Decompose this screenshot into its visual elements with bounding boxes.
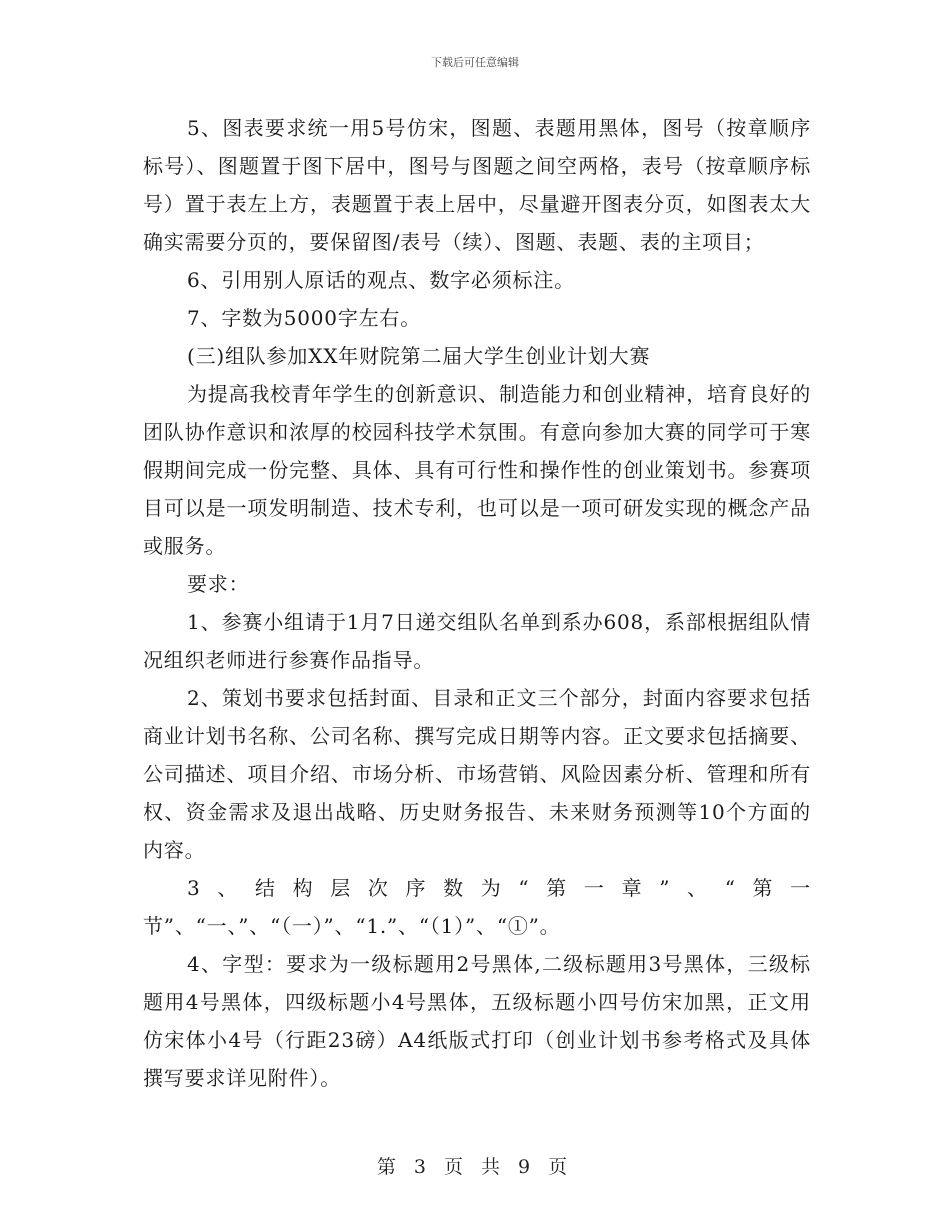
page-number-footer: 第 3 页 共 9 页 <box>376 1156 574 1178</box>
paragraph-item-7-word-count: 7、字数为5000字左右。 <box>187 306 422 330</box>
requirements-label: 要求： <box>187 572 250 596</box>
paragraph-requirement-2: 2、策划书要求包括封面、目录和正文三个部分，封面内容要求包括商业计划书名称、公司名称、撰写完成日期等内容。正文要求包括摘要、公司描述、项目介绍、市场分析、市场营销、风险因素分析、管理和所有权、资金需求及退出战略、历史财务报告、未来财务预测等10个方面的内容。 <box>143 686 811 862</box>
paragraph-requirement-4: 4、字型：要求为一级标题用2号黑体,二级标题用3号黑体，三级标题用4号黑体，四级标题小4号黑体，五级标题小四号仿宋加黑，正文用仿宋体小4号（行距23磅）A4纸版式打印（创业计划书参考格式及具体撰写要求详见附件）。 <box>143 952 811 1090</box>
section-heading-competition: (三)组队参加XX年财院第二届大学生创业计划大赛 <box>187 344 651 368</box>
paragraph-item-5-charts: 5、图表要求统一用5号仿宋，图题、表题用黑体，图号（按章顺序标号）、图题置于图下居中，图号与图题之间空两格，表号（按章顺序标号）置于表左上方，表题置于表上居中，尽量避开图表分页，如图表太大确实需要分页的，要保留图/表号（续）、图题、表题、表的主项目； <box>143 116 811 254</box>
document-body <box>143 109 811 1097</box>
paragraph-item-6-citation: 6、引用别人原话的观点、数字必须标注。 <box>187 268 575 292</box>
paragraph-requirement-3: 3、结构层次序数为“第一章”、“第一节”、“一、”、“（一）”、“1.”、“（1）”、“①”。 <box>143 876 811 938</box>
page-header: 下载后可任意编辑 <box>431 56 519 69</box>
paragraph-requirement-1: 1、参赛小组请于1月7日递交组队名单到系办608，系部根据组队情况组织老师进行参赛作品指导。 <box>143 610 811 672</box>
paragraph-competition-intro: 为提高我校青年学生的创新意识、制造能力和创业精神，培育良好的团队协作意识和浓厚的校园科技学术氛围。有意向参加大赛的同学可于寒假期间完成一份完整、具体、具有可行性和操作性的创业策划书。参赛项目可以是一项发明制造、技术专利，也可以是一项可研发实现的概念产品或服务。 <box>143 382 811 558</box>
